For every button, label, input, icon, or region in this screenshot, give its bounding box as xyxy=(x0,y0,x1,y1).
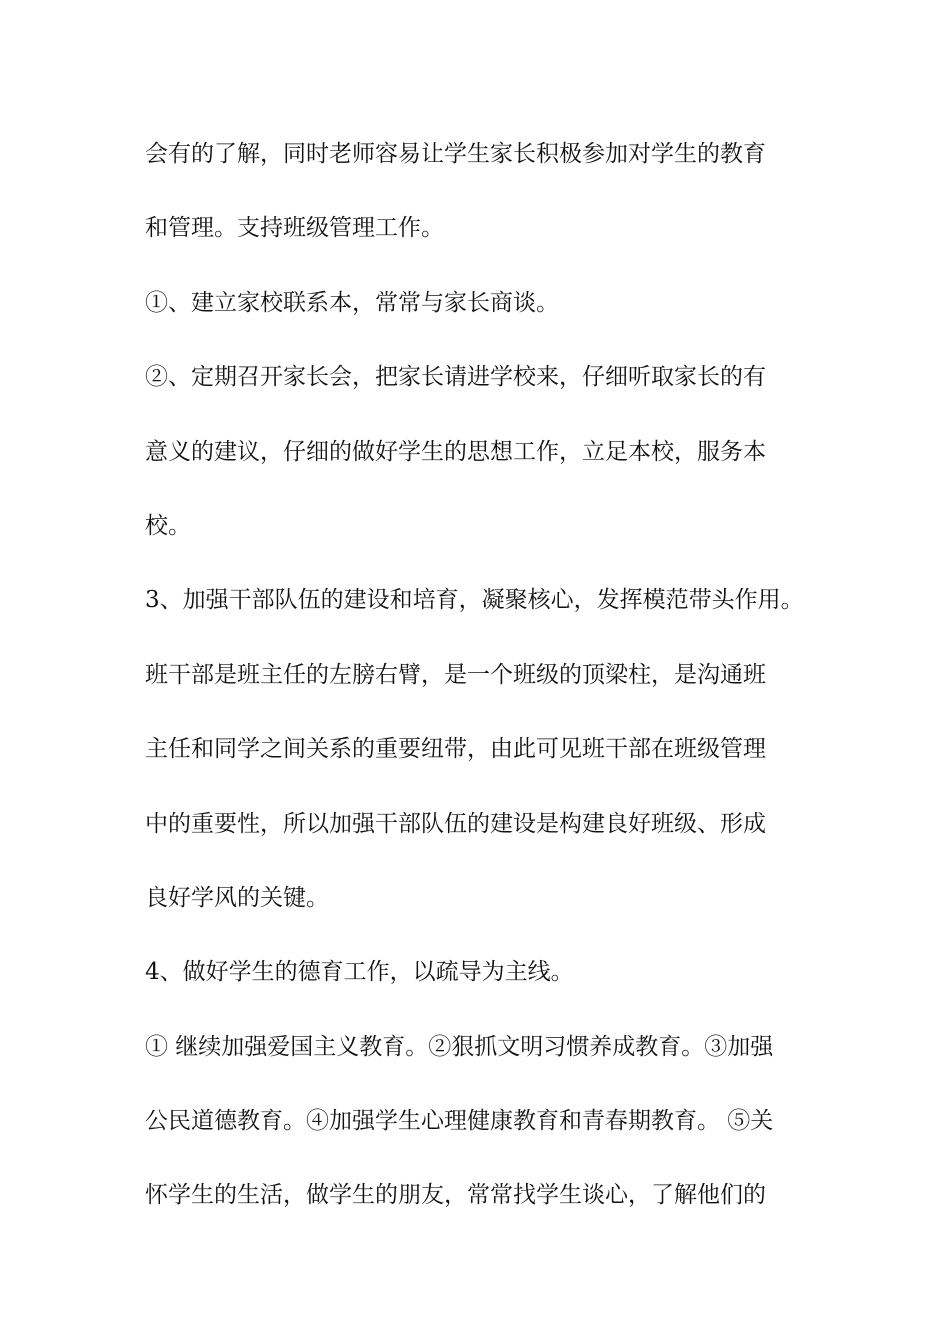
text-line: ① 继续加强爱国主义教育。②狠抓文明习惯养成教育。③加强 xyxy=(145,1033,774,1060)
text-line: 中的重要性，所以加强干部队伍的建设是构建良好班级、形成 xyxy=(145,810,766,837)
text-line: ②、定期召开家长会，把家长请进学校来，仔细听取家长的有 xyxy=(145,364,766,391)
text-line: 公民道德教育。④加强学生心理健康教育和青春期教育。 ⑤关 xyxy=(145,1108,774,1135)
text-line: 和管理。支持班级管理工作。 xyxy=(145,215,444,242)
text-line: 班干部是班主任的左膀右臂，是一个班级的顶梁柱，是沟通班 xyxy=(145,661,766,688)
text-line: 会有的了解，同时老师容易让学生家长积极参加对学生的教育 xyxy=(145,141,766,167)
text-line: 3、加强干部队伍的建设和培育，凝聚核心，发挥模范带头作用。 xyxy=(145,587,804,614)
text-line: 意义的建议，仔细的做好学生的思想工作，立足本校，服务本 xyxy=(145,438,766,465)
text-line: 主任和同学之间关系的重要纽带，由此可见班干部在班级管理 xyxy=(145,736,766,763)
text-line: ①、建立家校联系本，常常与家长商谈。 xyxy=(145,289,559,316)
text-line: 4、做好学生的德育工作，以疏导为主线。 xyxy=(145,959,574,986)
body-text xyxy=(145,132,825,1248)
text-line: 校。 xyxy=(145,512,191,539)
text-line: 怀学生的生活，做学生的朋友，常常找学生谈心，了解他们的 xyxy=(145,1182,766,1209)
text-line: 良好学风的关键。 xyxy=(145,884,329,911)
